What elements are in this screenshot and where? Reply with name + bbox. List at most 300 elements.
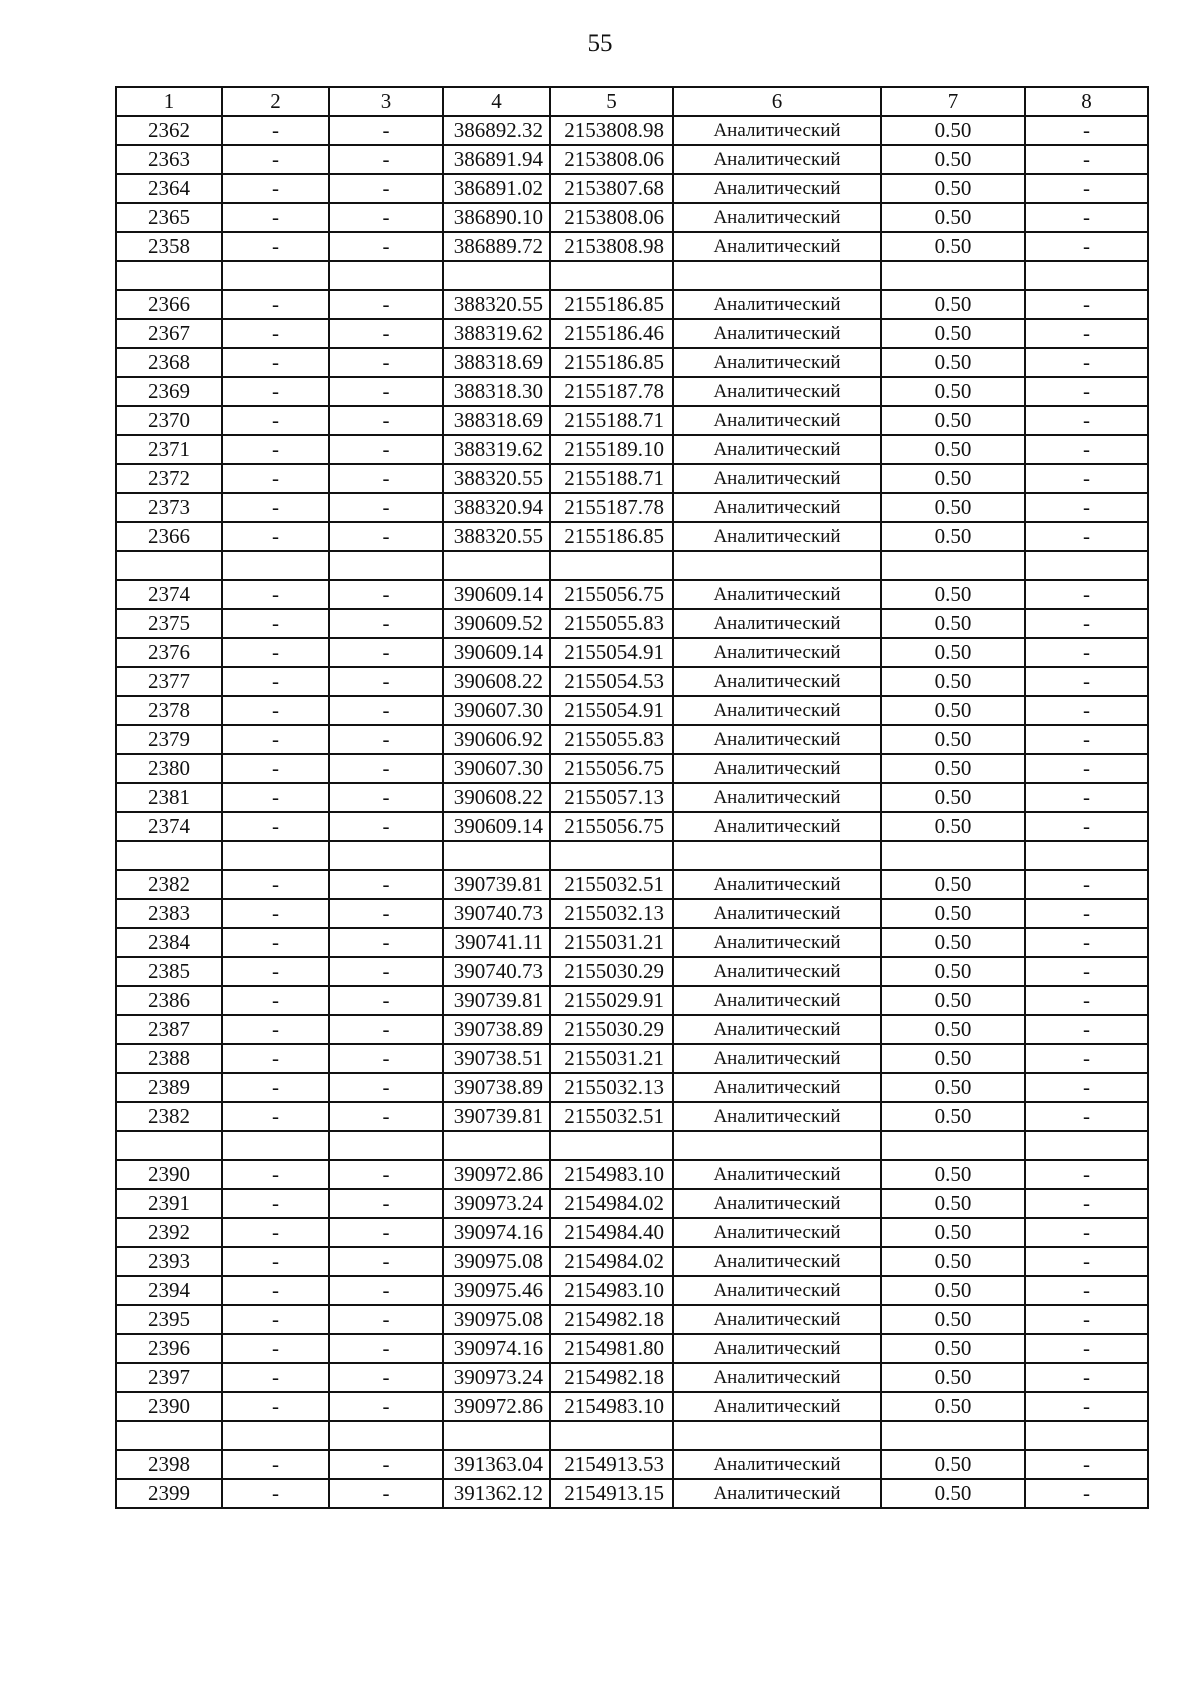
method-cell: Аналитический xyxy=(673,348,881,377)
col3-cell: - xyxy=(329,522,443,551)
col2-cell: - xyxy=(222,986,329,1015)
y-coordinate-cell: 2155032.13 xyxy=(550,1073,673,1102)
col3-cell: - xyxy=(329,116,443,145)
accuracy-cell: 0.50 xyxy=(881,812,1025,841)
col2-cell: - xyxy=(222,1334,329,1363)
empty-cell xyxy=(116,1421,222,1450)
table-row xyxy=(116,783,1148,812)
accuracy-cell: 0.50 xyxy=(881,667,1025,696)
y-coordinate-cell: 2155186.85 xyxy=(550,290,673,319)
col3-cell: - xyxy=(329,580,443,609)
method-cell: Аналитический xyxy=(673,1015,881,1044)
method-cell: Аналитический xyxy=(673,1305,881,1334)
col8-cell: - xyxy=(1025,1276,1148,1305)
table-row xyxy=(116,377,1148,406)
x-coordinate-cell: 390739.81 xyxy=(443,870,550,899)
method-cell: Аналитический xyxy=(673,1276,881,1305)
x-coordinate-cell: 388318.69 xyxy=(443,406,550,435)
y-coordinate-cell: 2153808.98 xyxy=(550,116,673,145)
point-number-cell: 2366 xyxy=(116,522,222,551)
point-number-cell: 2382 xyxy=(116,1102,222,1131)
point-number-cell: 2387 xyxy=(116,1015,222,1044)
accuracy-cell: 0.50 xyxy=(881,203,1025,232)
x-coordinate-cell: 391362.12 xyxy=(443,1479,550,1508)
table-row xyxy=(116,435,1148,464)
col3-cell: - xyxy=(329,1450,443,1479)
point-number-cell: 2384 xyxy=(116,928,222,957)
col8-cell: - xyxy=(1025,870,1148,899)
accuracy-cell: 0.50 xyxy=(881,1363,1025,1392)
col2-cell: - xyxy=(222,174,329,203)
table-row xyxy=(116,290,1148,319)
accuracy-cell: 0.50 xyxy=(881,725,1025,754)
col2-cell: - xyxy=(222,812,329,841)
x-coordinate-cell: 390609.14 xyxy=(443,638,550,667)
column-header: 2 xyxy=(222,87,329,116)
col8-cell: - xyxy=(1025,725,1148,754)
method-cell: Аналитический xyxy=(673,638,881,667)
col3-cell: - xyxy=(329,667,443,696)
table-row xyxy=(116,1334,1148,1363)
col2-cell: - xyxy=(222,1247,329,1276)
y-coordinate-cell: 2154983.10 xyxy=(550,1276,673,1305)
col3-cell: - xyxy=(329,1305,443,1334)
method-cell: Аналитический xyxy=(673,986,881,1015)
accuracy-cell: 0.50 xyxy=(881,116,1025,145)
point-number-cell: 2372 xyxy=(116,464,222,493)
point-number-cell: 2380 xyxy=(116,754,222,783)
point-number-cell: 2394 xyxy=(116,1276,222,1305)
table-row xyxy=(116,145,1148,174)
method-cell: Аналитический xyxy=(673,580,881,609)
y-coordinate-cell: 2154982.18 xyxy=(550,1363,673,1392)
point-number-cell: 2364 xyxy=(116,174,222,203)
table-row xyxy=(116,1073,1148,1102)
x-coordinate-cell: 390738.51 xyxy=(443,1044,550,1073)
point-number-cell: 2368 xyxy=(116,348,222,377)
point-number-cell: 2371 xyxy=(116,435,222,464)
x-coordinate-cell: 388320.55 xyxy=(443,290,550,319)
accuracy-cell: 0.50 xyxy=(881,696,1025,725)
table-row xyxy=(116,1015,1148,1044)
point-number-cell: 2375 xyxy=(116,609,222,638)
col8-cell: - xyxy=(1025,1044,1148,1073)
x-coordinate-cell: 388319.62 xyxy=(443,435,550,464)
x-coordinate-cell: 390738.89 xyxy=(443,1073,550,1102)
y-coordinate-cell: 2155029.91 xyxy=(550,986,673,1015)
accuracy-cell: 0.50 xyxy=(881,638,1025,667)
y-coordinate-cell: 2155032.13 xyxy=(550,899,673,928)
col8-cell: - xyxy=(1025,174,1148,203)
point-number-cell: 2379 xyxy=(116,725,222,754)
accuracy-cell: 0.50 xyxy=(881,290,1025,319)
table-row xyxy=(116,1247,1148,1276)
accuracy-cell: 0.50 xyxy=(881,464,1025,493)
method-cell: Аналитический xyxy=(673,203,881,232)
table-row xyxy=(116,319,1148,348)
x-coordinate-cell: 388320.94 xyxy=(443,493,550,522)
point-number-cell: 2374 xyxy=(116,812,222,841)
y-coordinate-cell: 2155056.75 xyxy=(550,580,673,609)
y-coordinate-cell: 2154983.10 xyxy=(550,1392,673,1421)
col8-cell: - xyxy=(1025,1392,1148,1421)
accuracy-cell: 0.50 xyxy=(881,145,1025,174)
point-number-cell: 2374 xyxy=(116,580,222,609)
col8-cell: - xyxy=(1025,1073,1148,1102)
x-coordinate-cell: 386892.32 xyxy=(443,116,550,145)
accuracy-cell: 0.50 xyxy=(881,928,1025,957)
col3-cell: - xyxy=(329,203,443,232)
empty-cell xyxy=(673,551,881,580)
method-cell: Аналитический xyxy=(673,1189,881,1218)
method-cell: Аналитический xyxy=(673,174,881,203)
point-number-cell: 2363 xyxy=(116,145,222,174)
y-coordinate-cell: 2154981.80 xyxy=(550,1334,673,1363)
empty-cell xyxy=(881,261,1025,290)
col8-cell: - xyxy=(1025,1305,1148,1334)
empty-cell xyxy=(116,1131,222,1160)
accuracy-cell: 0.50 xyxy=(881,435,1025,464)
col2-cell: - xyxy=(222,1363,329,1392)
col8-cell: - xyxy=(1025,232,1148,261)
x-coordinate-cell: 390607.30 xyxy=(443,754,550,783)
col8-cell: - xyxy=(1025,812,1148,841)
point-number-cell: 2398 xyxy=(116,1450,222,1479)
x-coordinate-cell: 391363.04 xyxy=(443,1450,550,1479)
col3-cell: - xyxy=(329,377,443,406)
col3-cell: - xyxy=(329,957,443,986)
point-number-cell: 2370 xyxy=(116,406,222,435)
col8-cell: - xyxy=(1025,1102,1148,1131)
point-number-cell: 2390 xyxy=(116,1392,222,1421)
y-coordinate-cell: 2153808.06 xyxy=(550,203,673,232)
x-coordinate-cell: 388319.62 xyxy=(443,319,550,348)
table-row xyxy=(116,1044,1148,1073)
table-row xyxy=(116,116,1148,145)
col3-cell: - xyxy=(329,1363,443,1392)
col2-cell: - xyxy=(222,348,329,377)
empty-cell xyxy=(1025,841,1148,870)
method-cell: Аналитический xyxy=(673,290,881,319)
table-separator-row xyxy=(116,1131,1148,1160)
col3-cell: - xyxy=(329,986,443,1015)
method-cell: Аналитический xyxy=(673,899,881,928)
table-row xyxy=(116,203,1148,232)
point-number-cell: 2392 xyxy=(116,1218,222,1247)
col2-cell: - xyxy=(222,1305,329,1334)
table-row xyxy=(116,928,1148,957)
y-coordinate-cell: 2155186.85 xyxy=(550,522,673,551)
col2-cell: - xyxy=(222,1392,329,1421)
point-number-cell: 2358 xyxy=(116,232,222,261)
col8-cell: - xyxy=(1025,986,1148,1015)
point-number-cell: 2367 xyxy=(116,319,222,348)
col3-cell: - xyxy=(329,609,443,638)
y-coordinate-cell: 2155030.29 xyxy=(550,957,673,986)
col8-cell: - xyxy=(1025,1218,1148,1247)
y-coordinate-cell: 2154984.40 xyxy=(550,1218,673,1247)
col2-cell: - xyxy=(222,1479,329,1508)
point-number-cell: 2382 xyxy=(116,870,222,899)
point-number-cell: 2378 xyxy=(116,696,222,725)
method-cell: Аналитический xyxy=(673,1363,881,1392)
accuracy-cell: 0.50 xyxy=(881,1189,1025,1218)
col2-cell: - xyxy=(222,870,329,899)
method-cell: Аналитический xyxy=(673,319,881,348)
point-number-cell: 2393 xyxy=(116,1247,222,1276)
table-row xyxy=(116,406,1148,435)
x-coordinate-cell: 390975.08 xyxy=(443,1305,550,1334)
col3-cell: - xyxy=(329,435,443,464)
col3-cell: - xyxy=(329,406,443,435)
col8-cell: - xyxy=(1025,493,1148,522)
method-cell: Аналитический xyxy=(673,1102,881,1131)
x-coordinate-cell: 390607.30 xyxy=(443,696,550,725)
table-row xyxy=(116,1450,1148,1479)
col2-cell: - xyxy=(222,609,329,638)
y-coordinate-cell: 2153808.06 xyxy=(550,145,673,174)
y-coordinate-cell: 2154984.02 xyxy=(550,1189,673,1218)
col3-cell: - xyxy=(329,1247,443,1276)
empty-cell xyxy=(222,1421,329,1450)
col8-cell: - xyxy=(1025,667,1148,696)
method-cell: Аналитический xyxy=(673,1218,881,1247)
point-number-cell: 2383 xyxy=(116,899,222,928)
y-coordinate-cell: 2155189.10 xyxy=(550,435,673,464)
column-header: 5 xyxy=(550,87,673,116)
y-coordinate-cell: 2155031.21 xyxy=(550,1044,673,1073)
col2-cell: - xyxy=(222,232,329,261)
method-cell: Аналитический xyxy=(673,406,881,435)
col8-cell: - xyxy=(1025,783,1148,812)
col3-cell: - xyxy=(329,1479,443,1508)
col8-cell: - xyxy=(1025,1363,1148,1392)
accuracy-cell: 0.50 xyxy=(881,174,1025,203)
col2-cell: - xyxy=(222,1160,329,1189)
column-header: 6 xyxy=(673,87,881,116)
table-row xyxy=(116,870,1148,899)
method-cell: Аналитический xyxy=(673,1073,881,1102)
y-coordinate-cell: 2155056.75 xyxy=(550,812,673,841)
col3-cell: - xyxy=(329,232,443,261)
x-coordinate-cell: 390738.89 xyxy=(443,1015,550,1044)
method-cell: Аналитический xyxy=(673,957,881,986)
y-coordinate-cell: 2153808.98 xyxy=(550,232,673,261)
col2-cell: - xyxy=(222,725,329,754)
point-number-cell: 2399 xyxy=(116,1479,222,1508)
accuracy-cell: 0.50 xyxy=(881,609,1025,638)
table-row xyxy=(116,522,1148,551)
column-header: 7 xyxy=(881,87,1025,116)
table-separator-row xyxy=(116,1421,1148,1450)
y-coordinate-cell: 2155188.71 xyxy=(550,406,673,435)
x-coordinate-cell: 386891.02 xyxy=(443,174,550,203)
empty-cell xyxy=(222,1131,329,1160)
x-coordinate-cell: 390974.16 xyxy=(443,1334,550,1363)
x-coordinate-cell: 390609.14 xyxy=(443,812,550,841)
x-coordinate-cell: 388318.30 xyxy=(443,377,550,406)
table-header-row xyxy=(116,87,1148,116)
col8-cell: - xyxy=(1025,522,1148,551)
accuracy-cell: 0.50 xyxy=(881,1218,1025,1247)
x-coordinate-cell: 388320.55 xyxy=(443,464,550,493)
col8-cell: - xyxy=(1025,1247,1148,1276)
col3-cell: - xyxy=(329,899,443,928)
y-coordinate-cell: 2154984.02 xyxy=(550,1247,673,1276)
empty-cell xyxy=(673,1131,881,1160)
col2-cell: - xyxy=(222,493,329,522)
col2-cell: - xyxy=(222,580,329,609)
y-coordinate-cell: 2153807.68 xyxy=(550,174,673,203)
y-coordinate-cell: 2155186.85 xyxy=(550,348,673,377)
col3-cell: - xyxy=(329,1189,443,1218)
col3-cell: - xyxy=(329,1392,443,1421)
accuracy-cell: 0.50 xyxy=(881,406,1025,435)
accuracy-cell: 0.50 xyxy=(881,1450,1025,1479)
x-coordinate-cell: 388318.69 xyxy=(443,348,550,377)
y-coordinate-cell: 2155055.83 xyxy=(550,725,673,754)
accuracy-cell: 0.50 xyxy=(881,1015,1025,1044)
accuracy-cell: 0.50 xyxy=(881,870,1025,899)
col8-cell: - xyxy=(1025,145,1148,174)
y-coordinate-cell: 2155030.29 xyxy=(550,1015,673,1044)
method-cell: Аналитический xyxy=(673,928,881,957)
method-cell: Аналитический xyxy=(673,377,881,406)
col2-cell: - xyxy=(222,1450,329,1479)
table-row xyxy=(116,232,1148,261)
x-coordinate-cell: 390975.08 xyxy=(443,1247,550,1276)
point-number-cell: 2362 xyxy=(116,116,222,145)
accuracy-cell: 0.50 xyxy=(881,783,1025,812)
col8-cell: - xyxy=(1025,638,1148,667)
table-row xyxy=(116,580,1148,609)
column-header: 4 xyxy=(443,87,550,116)
empty-cell xyxy=(443,551,550,580)
x-coordinate-cell: 390739.81 xyxy=(443,1102,550,1131)
col2-cell: - xyxy=(222,899,329,928)
col3-cell: - xyxy=(329,1276,443,1305)
col3-cell: - xyxy=(329,812,443,841)
x-coordinate-cell: 390972.86 xyxy=(443,1160,550,1189)
accuracy-cell: 0.50 xyxy=(881,348,1025,377)
empty-cell xyxy=(329,261,443,290)
col8-cell: - xyxy=(1025,696,1148,725)
table-row xyxy=(116,1276,1148,1305)
method-cell: Аналитический xyxy=(673,696,881,725)
empty-cell xyxy=(222,551,329,580)
accuracy-cell: 0.50 xyxy=(881,319,1025,348)
accuracy-cell: 0.50 xyxy=(881,1392,1025,1421)
x-coordinate-cell: 390973.24 xyxy=(443,1189,550,1218)
method-cell: Аналитический xyxy=(673,754,881,783)
col2-cell: - xyxy=(222,783,329,812)
col3-cell: - xyxy=(329,493,443,522)
x-coordinate-cell: 390608.22 xyxy=(443,667,550,696)
x-coordinate-cell: 390975.46 xyxy=(443,1276,550,1305)
coordinates-table xyxy=(115,86,1149,1509)
col8-cell: - xyxy=(1025,1189,1148,1218)
col2-cell: - xyxy=(222,435,329,464)
y-coordinate-cell: 2155032.51 xyxy=(550,1102,673,1131)
table-row xyxy=(116,957,1148,986)
col2-cell: - xyxy=(222,1044,329,1073)
accuracy-cell: 0.50 xyxy=(881,899,1025,928)
method-cell: Аналитический xyxy=(673,145,881,174)
empty-cell xyxy=(329,1421,443,1450)
y-coordinate-cell: 2155186.46 xyxy=(550,319,673,348)
point-number-cell: 2386 xyxy=(116,986,222,1015)
col3-cell: - xyxy=(329,145,443,174)
accuracy-cell: 0.50 xyxy=(881,1479,1025,1508)
col2-cell: - xyxy=(222,1102,329,1131)
col2-cell: - xyxy=(222,464,329,493)
col2-cell: - xyxy=(222,1073,329,1102)
col8-cell: - xyxy=(1025,319,1148,348)
table-row xyxy=(116,667,1148,696)
col8-cell: - xyxy=(1025,348,1148,377)
empty-cell xyxy=(550,1421,673,1450)
empty-cell xyxy=(673,261,881,290)
empty-cell xyxy=(550,261,673,290)
point-number-cell: 2369 xyxy=(116,377,222,406)
col2-cell: - xyxy=(222,754,329,783)
table-row xyxy=(116,1363,1148,1392)
x-coordinate-cell: 386889.72 xyxy=(443,232,550,261)
table-row xyxy=(116,1189,1148,1218)
y-coordinate-cell: 2155032.51 xyxy=(550,870,673,899)
column-header: 1 xyxy=(116,87,222,116)
point-number-cell: 2396 xyxy=(116,1334,222,1363)
empty-cell xyxy=(1025,551,1148,580)
method-cell: Аналитический xyxy=(673,1334,881,1363)
col3-cell: - xyxy=(329,464,443,493)
column-header: 8 xyxy=(1025,87,1148,116)
col8-cell: - xyxy=(1025,377,1148,406)
col3-cell: - xyxy=(329,696,443,725)
method-cell: Аналитический xyxy=(673,464,881,493)
accuracy-cell: 0.50 xyxy=(881,1276,1025,1305)
empty-cell xyxy=(116,261,222,290)
x-coordinate-cell: 390606.92 xyxy=(443,725,550,754)
col8-cell: - xyxy=(1025,1450,1148,1479)
empty-cell xyxy=(222,841,329,870)
x-coordinate-cell: 390741.11 xyxy=(443,928,550,957)
col8-cell: - xyxy=(1025,1160,1148,1189)
y-coordinate-cell: 2155187.78 xyxy=(550,377,673,406)
accuracy-cell: 0.50 xyxy=(881,1044,1025,1073)
x-coordinate-cell: 390739.81 xyxy=(443,986,550,1015)
empty-cell xyxy=(673,841,881,870)
table-separator-row xyxy=(116,261,1148,290)
point-number-cell: 2388 xyxy=(116,1044,222,1073)
col3-cell: - xyxy=(329,870,443,899)
col2-cell: - xyxy=(222,1189,329,1218)
method-cell: Аналитический xyxy=(673,1450,881,1479)
table-row xyxy=(116,899,1148,928)
empty-cell xyxy=(222,261,329,290)
empty-cell xyxy=(881,1421,1025,1450)
col2-cell: - xyxy=(222,377,329,406)
table-row xyxy=(116,1218,1148,1247)
table-row xyxy=(116,754,1148,783)
table-row xyxy=(116,464,1148,493)
accuracy-cell: 0.50 xyxy=(881,754,1025,783)
table-row xyxy=(116,1479,1148,1508)
col2-cell: - xyxy=(222,1276,329,1305)
table-row xyxy=(116,1392,1148,1421)
point-number-cell: 2377 xyxy=(116,667,222,696)
col8-cell: - xyxy=(1025,290,1148,319)
